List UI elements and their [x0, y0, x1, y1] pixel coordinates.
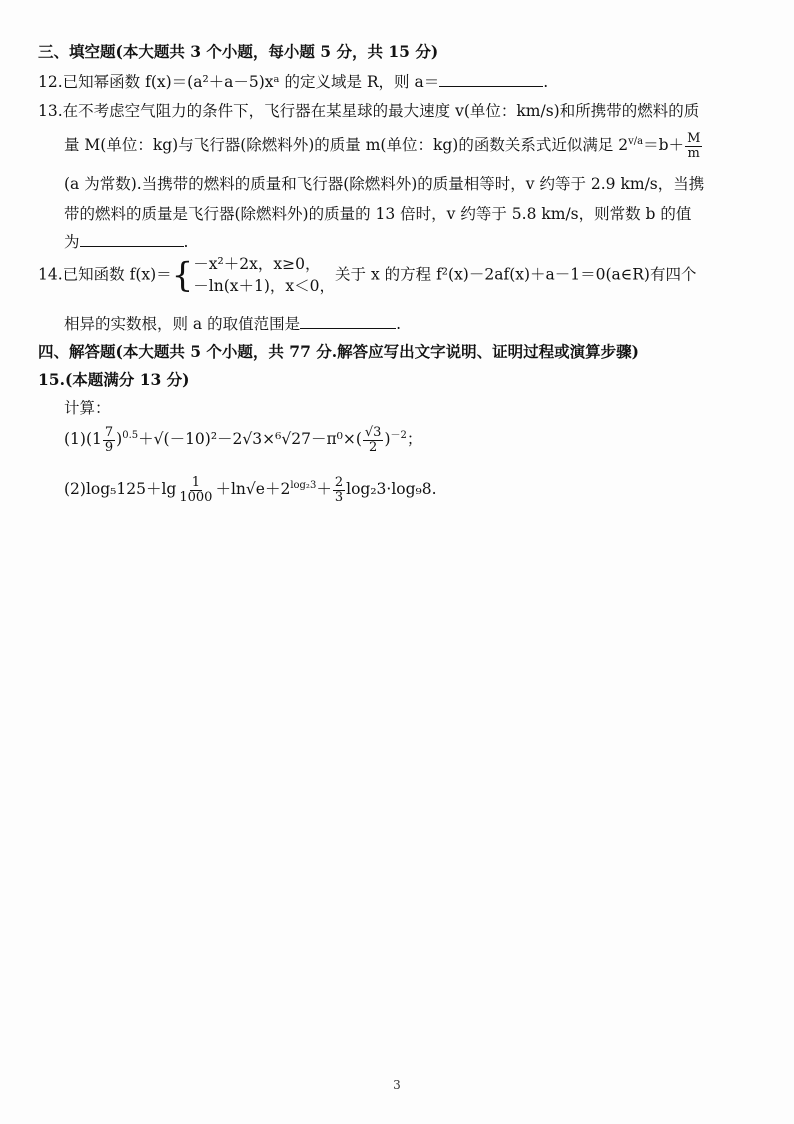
- q15-p1-exponent: 0.5: [122, 430, 139, 441]
- q15-p1-frac-den: 9: [104, 439, 114, 455]
- q15-p1-frac-num: 7: [104, 425, 114, 441]
- q14-piece-1: －x²＋2x，x≥0，: [193, 255, 321, 273]
- q13-line-5-text: 为: [64, 233, 80, 251]
- q15-p1-label: (1): [64, 430, 86, 449]
- q15-p1-b: ): [116, 430, 123, 449]
- q13-power-base: 2: [618, 136, 629, 155]
- q14-line-2-text: 相异的实数根，则 a 的取值范围是: [64, 315, 301, 333]
- q13-line-2: [64, 132, 703, 160]
- q15-intro: 计算：: [64, 399, 111, 417]
- q13-answer-blank: [80, 232, 184, 247]
- q13-line-4: 带的燃料的质量是飞行器(除燃料外)的质量的 13 倍时，v 约等于 5.8 km/s，则常数 b 的值: [64, 205, 692, 223]
- q13-end: .: [183, 233, 189, 251]
- q15-p1-a: (1: [85, 430, 102, 449]
- q15-p2-fraction-2: [333, 476, 345, 504]
- q13-power-exponent: v/a: [628, 135, 644, 147]
- question-12: [38, 70, 548, 92]
- q15-p1-c: ＋√(－10)²－2√3×⁶√27－π⁰×(: [138, 430, 362, 449]
- q15-p1-end: ；: [406, 430, 423, 449]
- q13-frac-den: m: [687, 145, 700, 161]
- q15-p1-fraction: [103, 426, 115, 454]
- q15-p2-b: ＋ln√e＋2: [215, 480, 291, 499]
- q13-fraction: [685, 132, 702, 160]
- q15-p1-d: ): [384, 430, 391, 449]
- q14-answer-blank: [300, 314, 396, 329]
- q14-end: .: [396, 315, 402, 333]
- q15-p2-fraction: [177, 476, 214, 504]
- q13-line-1: 13.在不考虑空气阻力的条件下，飞行器在某星球的最大速度 v(单位：km/s)和所携带的燃料的质: [38, 102, 700, 120]
- section-3-title: 三、填空题(本大题共 3 个小题，每小题 5 分，共 15 分): [38, 42, 439, 61]
- q15-p2-frac2-den: 3: [334, 489, 344, 505]
- q14-brace-icon: {: [171, 255, 194, 296]
- question-14: [38, 253, 696, 298]
- q14-piecewise: [193, 253, 335, 298]
- q12-lead: 12.已知幂函数: [38, 73, 146, 91]
- q14-line-2: [64, 312, 401, 334]
- q14-tail: 关于 x 的方程 f²(x)－2af(x)＋a－1＝0(a∈R)有四个: [335, 265, 697, 284]
- q12-expr: f(x)＝(a²＋a－5)xᵃ: [145, 73, 280, 91]
- q15-p1-exponent-2: －2: [390, 430, 407, 441]
- q15-p2-frac-den: 1000: [179, 489, 213, 505]
- q13-line-5: [64, 230, 188, 252]
- q15-p2-frac-num: 1: [191, 475, 201, 490]
- q13-frac-num: M: [687, 131, 701, 146]
- q15-p2-frac2-num: 2: [334, 475, 344, 490]
- q15-p2-c: ＋: [316, 480, 332, 499]
- q15-p1-fraction-2: [363, 426, 384, 454]
- q15-p2-d: log₂3·log₉8.: [346, 480, 437, 499]
- q15-p1-frac2-den: 2: [369, 439, 378, 455]
- q12-end: .: [543, 73, 549, 91]
- q12-tail: 的定义域是 R，则 a＝: [279, 73, 440, 91]
- q14-lead: 14.已知函数 f(x)＝: [38, 265, 172, 284]
- q13-line-2-text: 量 M(单位：kg)与飞行器(除燃料外)的质量 m(单位：kg)的函数关系式近似满足: [64, 136, 619, 155]
- section-4-title: 四、解答题(本大题共 5 个小题，共 77 分.解答应写出文字说明、证明过程或演算步骤): [38, 342, 640, 361]
- q13-rhs: ＝b＋: [643, 136, 685, 155]
- page-number: 3: [393, 1078, 401, 1092]
- q12-answer-blank: [439, 72, 543, 87]
- q15-p2-a: log₅125＋lg: [85, 480, 177, 499]
- q15-p1-frac2-num: √3: [364, 425, 382, 441]
- q14-piece-2: －ln(x＋1)，x＜0，: [193, 277, 336, 296]
- q15-part-2: [64, 476, 437, 504]
- q15-p2-exponent: log₂3: [290, 479, 317, 491]
- q15-part-1: [64, 426, 422, 454]
- q13-line-3: (a 为常数).当携带的燃料的质量和飞行器(除燃料外)的质量相等时，v 约等于 2.9 km/s，当携: [64, 175, 705, 193]
- q15-p2-label: (2): [64, 480, 86, 499]
- q15-header: 15.(本题满分 13 分): [38, 370, 190, 389]
